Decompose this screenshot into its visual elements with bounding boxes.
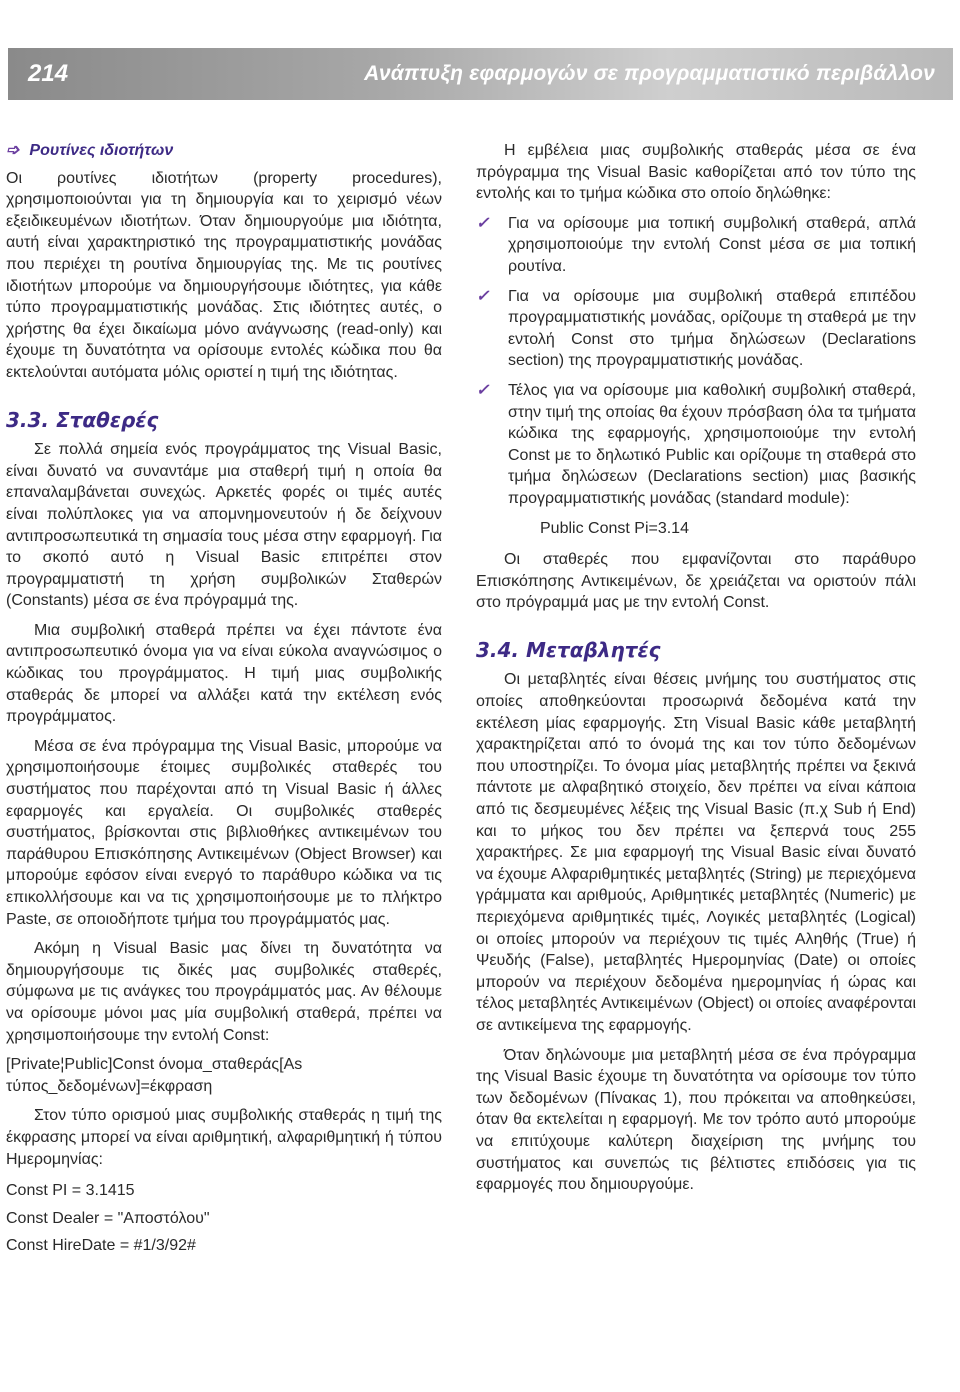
arrow-icon: ➩ — [6, 142, 20, 159]
section-heading: 3.4. Μεταβλητές — [476, 637, 661, 662]
code-line: Const HireDate = #1/3/92# — [6, 1237, 196, 1255]
paragraph: Οι ρουτίνες ιδιοτήτων (property procedures), χρησιμοποιούνται για τη δημιουργία και το χειρισμό νέων εξειδικευμένων ιδιοτήτων. Όταν δημιουργούμε μια ιδιότητα, αυτή είναι χαρακτηριστικό της προγραμματιστικής μονάδας που περιέχει τη ρουτίνα δημιουργίας της. Με τις ρουτίνες ιδιοτήτων μπορούμε να δημιουργήσουμε ιδιότητες, για κάθε τύπο προγραμματιστικής μονάδας. Στις ιδιότητες αυτές, ο χρήστης θα έχει δικαίωμα μόνο ανάγνωσης (read-only) και έχουμε τη δυνατότητα να ορίσουμε εντολές κώδικα που θα εκτελούνται αυτόματα μόλις οριστεί η τιμή της ιδιότητας. — [6, 169, 442, 381]
code-line: Const Dealer = "Αποστόλου" — [6, 1209, 210, 1227]
syntax-line: [Private¦Public]Const όνομα_σταθεράς[As τύπος_δεδομένων]=έκφραση — [6, 1056, 303, 1095]
paragraph: Στον τύπο ορισμού μιας συμβολικής σταθεράς η τιμή της έκφρασης μπορεί να είναι αριθμητική, αλφαριθμητική ή τύπου Ημερομηνίας: — [6, 1107, 442, 1168]
bullet-item — [476, 380, 916, 510]
paragraph: Ακόμη η Visual Basic μας δίνει τη δυνατότητα να δημιουργήσουμε τις δικές μας συμβολικές σταθερές, σύμφωνα με τις ανάγκες του προγράμματός μας. Αν θέλουμε να ορίσουμε μόνοι μας μία συμβολική σταθερά, πρέπει να χρησιμοποιήσουμε την εντολή Const: — [6, 940, 442, 1044]
bullet-item — [476, 286, 916, 372]
bullet-text: Τέλος για να ορίσουμε μια καθολική συμβολική σταθερά, στην τιμή της οποίας θα έχουν πρόσβαση όλα τα τμήματα κώδικα της εφαρμογής, χρησιμοποιούμε την εντολή Const με το δηλωτικό Public και ορίζουμε τη σταθερά στο τμήμα δηλώσεων (Declarations section) μιας βασικής προγραμματιστικής μονάδας (standard module): — [508, 381, 916, 507]
page-number: 214 — [28, 60, 69, 87]
checkmark-icon: ✓ — [476, 214, 490, 232]
bullet-text: Για να ορίσουμε μια συμβολική σταθερά επιπέδου προγραμματιστικής μονάδας, ορίζουμε τη σταθερά με την εντολή Const στο τμήμα δηλώσεων (Declarations section) της προγραμματιστικής μονάδας. — [508, 287, 916, 370]
paragraph: Μια συμβολική σταθερά πρέπει να έχει πάντοτε ένα αντιπροσωπευτικό όνομα για να είναι εύκολα αναγνώσιμος ο κώδικας του προγράμματος. Η τιμή μιας συμβολικής σταθεράς δε μπορεί να αλλάξει κατά την εκτέλεση ενός προγράμματος. — [6, 621, 442, 726]
code-line: Const PI = 3.1415 — [6, 1182, 135, 1200]
paragraph: Όταν δηλώνουμε μια μεταβλητή μέσα σε ένα πρόγραμμα της Visual Basic έχουμε τη δυνατότητα να ορίσουμε τον τύπο των δεδομένων (Πίνακας 1), που πρόκειται να αποθηκεύσει, όταν θα εκτελείται η εφαρμογή. Με τον τρόπο αυτό μπορούμε να επιτύχουμε καλύτερη διαχείριση της μνήμης του συστήματος και συνεπώς τις βέλτιστες επιδόσεις για τις εφαρμογές που δημιουργούμε. — [476, 1046, 916, 1194]
code-block — [6, 1180, 442, 1257]
running-title: Ανάπτυξη εφαρμογών σε προγραμματιστικό περιβάλλον — [364, 62, 935, 85]
paragraph: Σε πολλά σημεία ενός προγράμματος της Visual Basic, είναι δυνατό να συναντάμε μια σταθερή τιμή η οποία θα επαναλαμβάνεται συνεχώς. Αρκετές φορές οι τιμές αυτές είναι πολύπλοκες για να απομνημονευτούν ή δε δείχνουν αντιπροσωπευτικά τη σημασία τους μέσα στην εφαρμογή. Για το σκοπό αυτό η Visual Basic επιτρέπει στον προγραμματιστή τη χρήση συμβολικών Σταθερών (Constants) μέσα σε ένα πρόγραμμά της. — [6, 441, 442, 610]
bullet-text: Για να ορίσουμε μια τοπική συμβολική σταθερά, απλά χρησιμοποιούμε την εντολή Const μέσα σε μια τοπική ρουτίνα. — [508, 214, 916, 275]
section-heading: 3.3. Σταθερές — [6, 407, 159, 432]
subsection-heading — [6, 140, 442, 162]
paragraph: Οι σταθερές που εμφανίζονται στο παράθυρο Επισκόπησης Αντικειμένων, δε χρειάζεται να οριστούν πάλι στο πρόγραμμά μας με την εντολή Const. — [476, 551, 916, 612]
left-column — [6, 140, 442, 1263]
code-line: Public Const Pi=3.14 — [540, 519, 689, 537]
checkmark-icon: ✓ — [476, 381, 490, 399]
checkmark-icon: ✓ — [476, 287, 490, 305]
paragraph: Μέσα σε ένα πρόγραμμα της Visual Basic, μπορούμε να χρησιμοποιήσουμε έτοιμες συμβολικές σταθερές του συστήματος που παρέχονται από τη Visual Basic ή άλλες εφαρμογές και εργαλεία. Οι συμβολικές σταθερές συστήματος, βρίσκονται στις βιβλιοθήκες αντικειμένων του παράθυρου Επισκόπησης Αντικειμένων (Object Browser) και μπορούμε εφόσον είναι ενεργό το παράθυρο κώδικα να τις επικολλήσουμε και να τις χρησιμοποιήσουμε με το πλήκτρο Paste, σε οποιοδήποτε τμήμα του προγράμματός μας. — [6, 737, 442, 928]
right-column — [476, 140, 916, 1196]
page-header — [8, 48, 953, 100]
paragraph: Οι μεταβλητές είναι θέσεις μνήμης του συστήματος στις οποίες αποθηκεύονται προσωρινά δεδομένα κατά την εκτέλεση μίας εφαρμογής. Στη Visual Basic κάθε μεταβλητή χαρακτηρίζεται από το όνομά της και τον τύπο δεδομένων που υποστηρίζει. Το όνομα μίας μεταβλητής πρέπει να ξεκινά πάντοτε με αλφαβητικό στοιχείο, δεν πρέπει να είναι κάποια από τις δεσμευμένες λέξεις της Visual Basic (π.χ Sub ή End) και το μήκος του δεν πρέπει να ξεπερνά τους 255 χαρακτήρες. Σε μια εφαρμογή της Visual Basic είναι δυνατό να έχουμε Αλφαριθμητικές μεταβλητές (String) με περιεχόμενα γράμματα και αριθμούς, Αριθμητικές μεταβλητές (Numeric) με περιεχόμενα αριθμητικές τιμές, Λογικές μεταβλητές (Logical) οι οποίες μπορούν να περιέχουν τις τιμές Αληθής (True) ή Ψευδής (False), μεταβλητές Ημερομηνίας (Date) οι οποίες μπορούν να περιέχουν δεδομένα ημερομηνίας ή ώρας και τέλος μεταβλητές Αντικειμένων (Object) οι οποίες αναφέρονται σε αντικείμενα της εφαρμογής. — [476, 671, 916, 1034]
subsection-title: Ρουτίνες ιδιοτήτων — [29, 142, 174, 159]
paragraph: Η εμβέλεια μιας συμβολικής σταθεράς μέσα σε ένα πρόγραμμα της Visual Basic καθορίζεται από τον τύπο της εντολής και το τμήμα κώδικα στο οποίο δηλώθηκε: — [476, 142, 916, 203]
bullet-item — [476, 213, 916, 278]
